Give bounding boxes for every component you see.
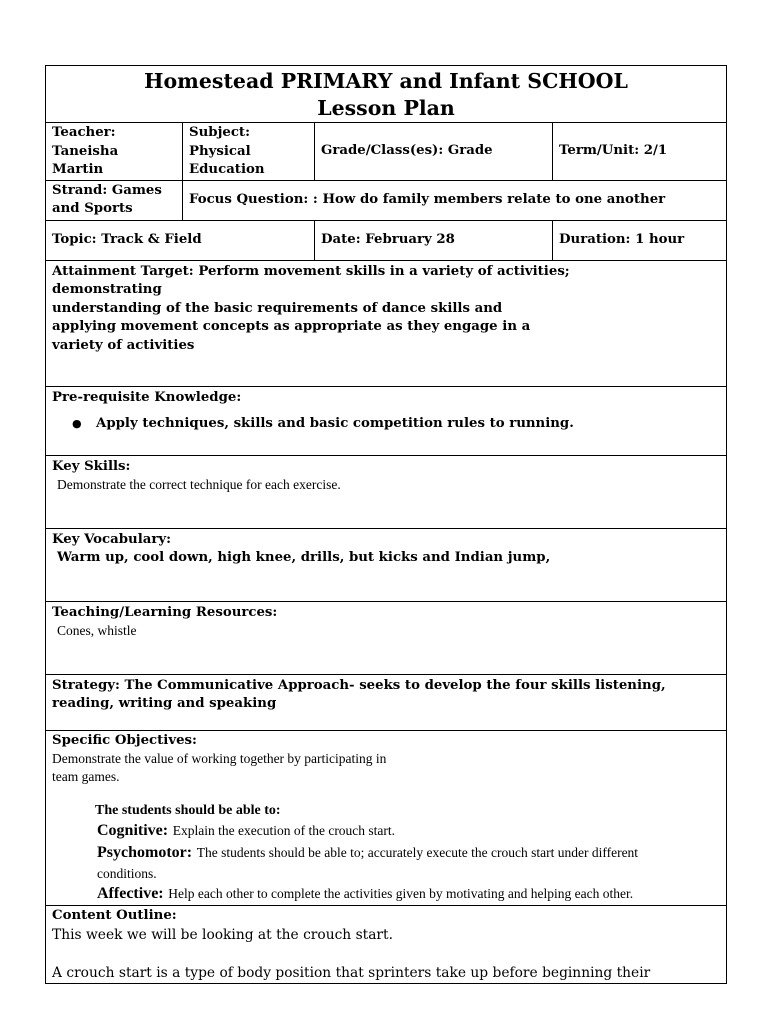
affective-text: Help each other to complete the activities given by motivating and helping each other. xyxy=(168,886,634,901)
teacher-cell xyxy=(46,123,183,181)
resources-label: Teaching/Learning Resources: xyxy=(52,604,278,620)
objectives-intro-line: team games. xyxy=(52,768,120,784)
term-text: Term/Unit: 2/1 xyxy=(559,143,668,158)
strategy-line: Strategy: The Communicative Approach- seeks to develop the four skills listening, xyxy=(52,677,666,693)
cognitive-label: Cognitive: xyxy=(97,822,169,839)
subject-label: Subject: xyxy=(189,125,250,140)
cognitive-text: Explain the execution of the crouch start. xyxy=(172,823,396,838)
subject-cell xyxy=(183,123,315,181)
cognitive-objective xyxy=(52,820,720,842)
strand-cell xyxy=(46,180,183,220)
strategy-line: reading, writing and speaking xyxy=(52,696,277,711)
term-cell xyxy=(553,123,727,181)
key-skills-label: Key Skills: xyxy=(52,458,131,474)
attainment-target-cell xyxy=(46,260,727,386)
teacher-first-name: Taneisha xyxy=(52,143,119,159)
title-cell xyxy=(46,66,727,123)
prerequisite-text: Apply techniques, skills and basic competition rules to running. xyxy=(96,416,574,431)
content-outline-cell xyxy=(46,906,727,984)
psychomotor-label: Psychomotor: xyxy=(97,844,193,861)
focus-question-cell xyxy=(183,180,727,220)
objectives-label: Specific Objectives: xyxy=(52,732,197,748)
grade-cell xyxy=(315,123,553,181)
teacher-label: Teacher: xyxy=(52,125,116,140)
strand-line-2: and Sports xyxy=(52,201,133,216)
topic-cell xyxy=(46,220,315,260)
date-cell xyxy=(315,220,553,260)
prerequisite-label: Pre-requisite Knowledge: xyxy=(52,389,242,405)
key-vocabulary-text: Warm up, cool down, high knee, drills, but kicks and Indian jump, xyxy=(57,550,551,565)
affective-objective xyxy=(52,883,720,905)
bullet-icon: ● xyxy=(72,417,82,430)
specific-objectives-cell xyxy=(46,730,727,906)
date-text: Date: February 28 xyxy=(321,231,455,247)
school-name: Homestead PRIMARY and Infant SCHOOL xyxy=(144,69,628,93)
attainment-line: understanding of the basic requirements of dance skills and xyxy=(52,300,503,316)
content-line: A crouch start is a type of body position that sprinters take up before beginning their xyxy=(52,964,651,981)
key-skills-text: Demonstrate the correct technique for each exercise. xyxy=(57,477,341,492)
key-skills-cell xyxy=(46,455,727,528)
resources-text: Cones, whistle xyxy=(57,623,137,638)
topic-text: Topic: Track & Field xyxy=(52,231,202,247)
prerequisite-cell xyxy=(46,386,727,455)
focus-question-text: Focus Question: : How do family members relate to one another xyxy=(189,191,666,207)
duration-cell xyxy=(553,220,727,260)
attainment-line: variety of activities xyxy=(52,337,195,353)
subject-line-2: Education xyxy=(189,162,265,177)
psychomotor-text: The students should be able to; accurately execute the crouch start under different xyxy=(196,845,639,860)
key-vocabulary-cell xyxy=(46,528,727,601)
lesson-plan-table xyxy=(45,65,727,984)
strategy-cell xyxy=(46,674,727,730)
attainment-line: applying movement concepts as appropriate as they engage in a xyxy=(52,319,531,334)
prerequisite-list-item xyxy=(52,415,720,434)
psychomotor-text-continued: conditions. xyxy=(97,866,157,881)
strand-line-1: Strand: Games xyxy=(52,182,162,198)
content-outline-label: Content Outline: xyxy=(52,908,177,923)
psychomotor-objective xyxy=(52,842,720,864)
attainment-line: Attainment Target: Perform movement skills in a variety of activities; xyxy=(52,263,570,279)
key-vocabulary-label: Key Vocabulary: xyxy=(52,531,172,547)
attainment-line: demonstrating xyxy=(52,282,162,297)
duration-text: Duration: 1 hour xyxy=(559,231,685,247)
affective-label: Affective: xyxy=(97,885,164,902)
subject-line-1: Physical xyxy=(189,143,251,159)
students-able-heading: The students should be able to: xyxy=(95,803,281,818)
teacher-last-name: Martin xyxy=(52,162,104,177)
resources-cell xyxy=(46,601,727,674)
objectives-intro-line: Demonstrate the value of working together by participating in xyxy=(52,751,387,766)
page-title: Lesson Plan xyxy=(317,96,455,120)
grade-text: Grade/Class(es): Grade xyxy=(321,143,493,158)
content-line: This week we will be looking at the crouch start. xyxy=(52,926,393,943)
